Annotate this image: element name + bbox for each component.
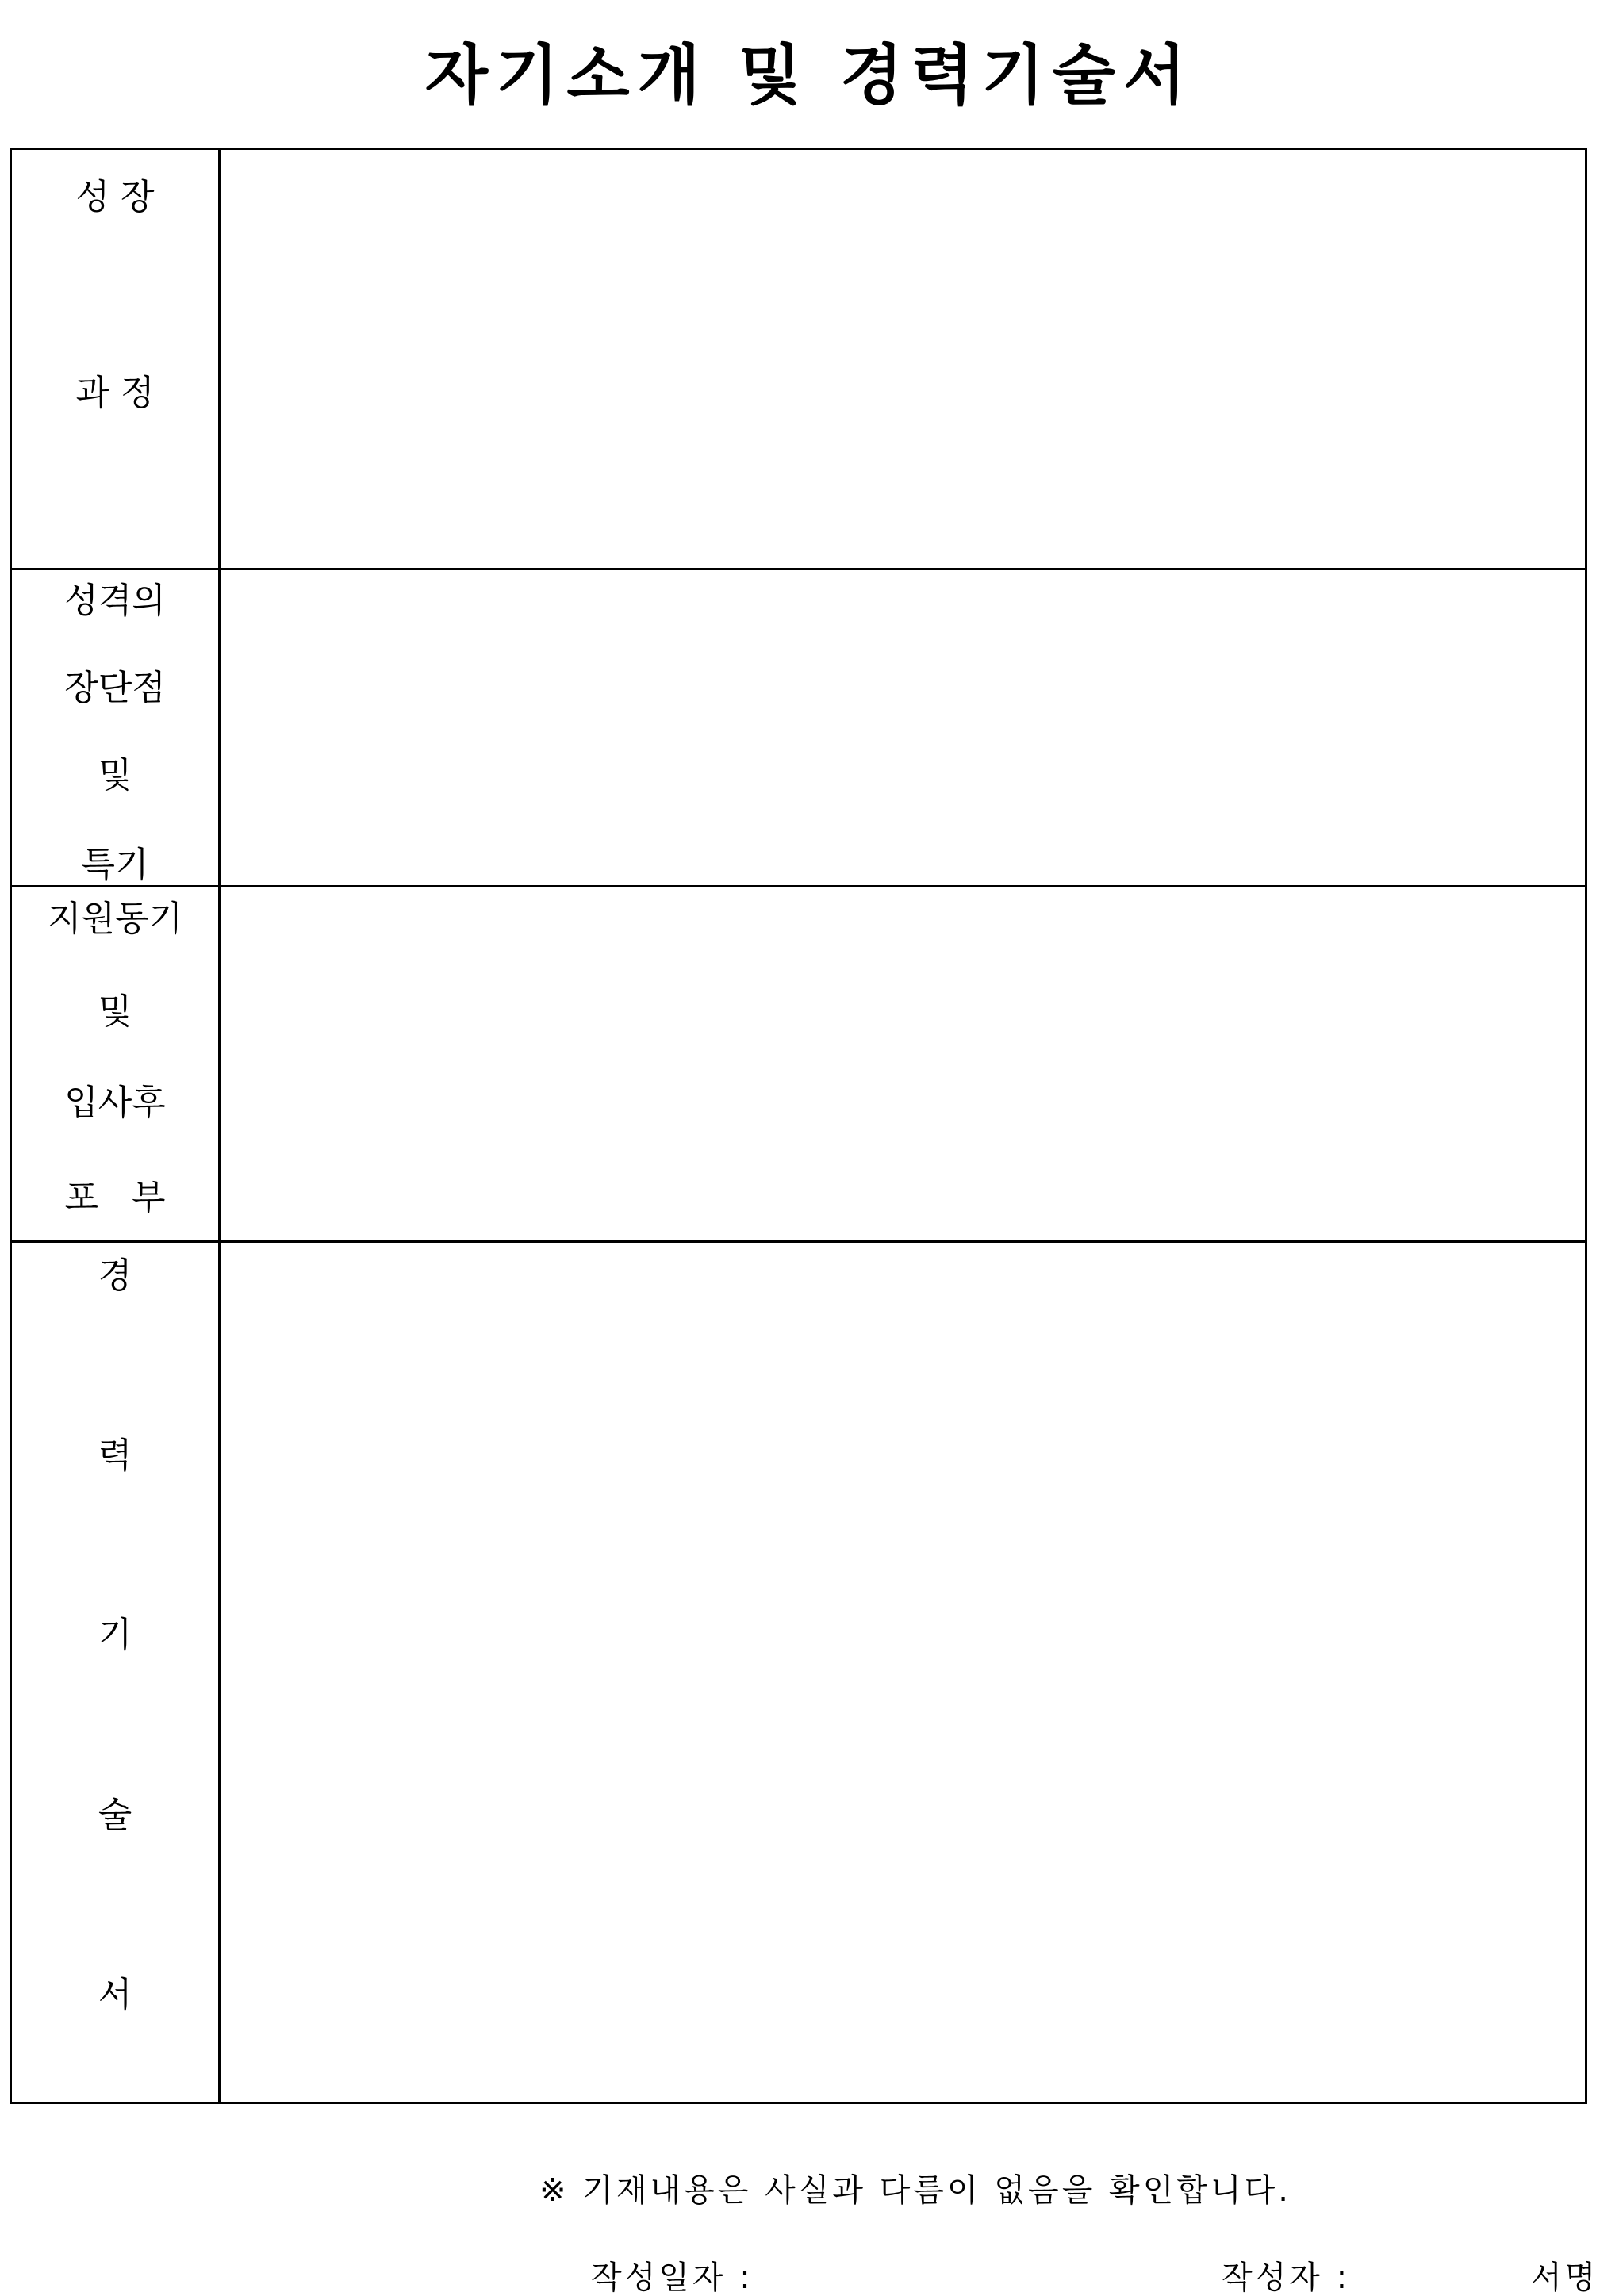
section-label-line: 지원동기 — [47, 899, 182, 939]
confirmation-note: ※ 기재내용은 사실과 다름이 없음을 확인합니다. — [539, 2172, 1291, 2209]
section-label-line: 포 부 — [64, 1178, 166, 1218]
signature-label: 서명 — [1531, 2260, 1599, 2296]
section-label-line: 서 — [98, 1975, 132, 2015]
section-label-line: 입사후 — [64, 1083, 166, 1123]
self-introduction-form — [10, 148, 1587, 2104]
section-label-line: 및 — [98, 991, 132, 1032]
section-motivation — [11, 887, 1586, 1242]
section-label-personality — [11, 569, 220, 887]
section-growth — [11, 149, 1586, 569]
section-label-line: 특기 — [81, 845, 149, 885]
section-label-line: 과 정 — [75, 373, 155, 413]
section-label-line: 력 — [98, 1435, 132, 1476]
section-label-line: 및 — [98, 755, 132, 795]
section-label-line: 술 — [98, 1795, 132, 1835]
section-career — [11, 1242, 1586, 2103]
section-content-motivation[interactable] — [220, 887, 1586, 1242]
section-label-line: 장단점 — [64, 668, 166, 708]
section-personality — [11, 569, 1586, 887]
section-content-career[interactable] — [220, 1242, 1586, 2103]
author-label: 작성자 : — [1222, 2260, 1351, 2296]
document-title: 자기소개 및 경력기술서 — [424, 38, 1195, 113]
section-label-growth — [11, 149, 220, 569]
section-label-motivation — [11, 887, 220, 1242]
section-label-line: 경 — [98, 1255, 132, 1296]
date-label: 작성일자 : — [591, 2260, 754, 2296]
section-content-growth[interactable] — [220, 149, 1586, 569]
section-label-line: 성격의 — [64, 581, 166, 621]
section-label-career — [11, 1242, 220, 2103]
section-label-line: 성 장 — [75, 177, 155, 217]
section-content-personality[interactable] — [220, 569, 1586, 887]
section-label-line: 기 — [98, 1615, 132, 1655]
